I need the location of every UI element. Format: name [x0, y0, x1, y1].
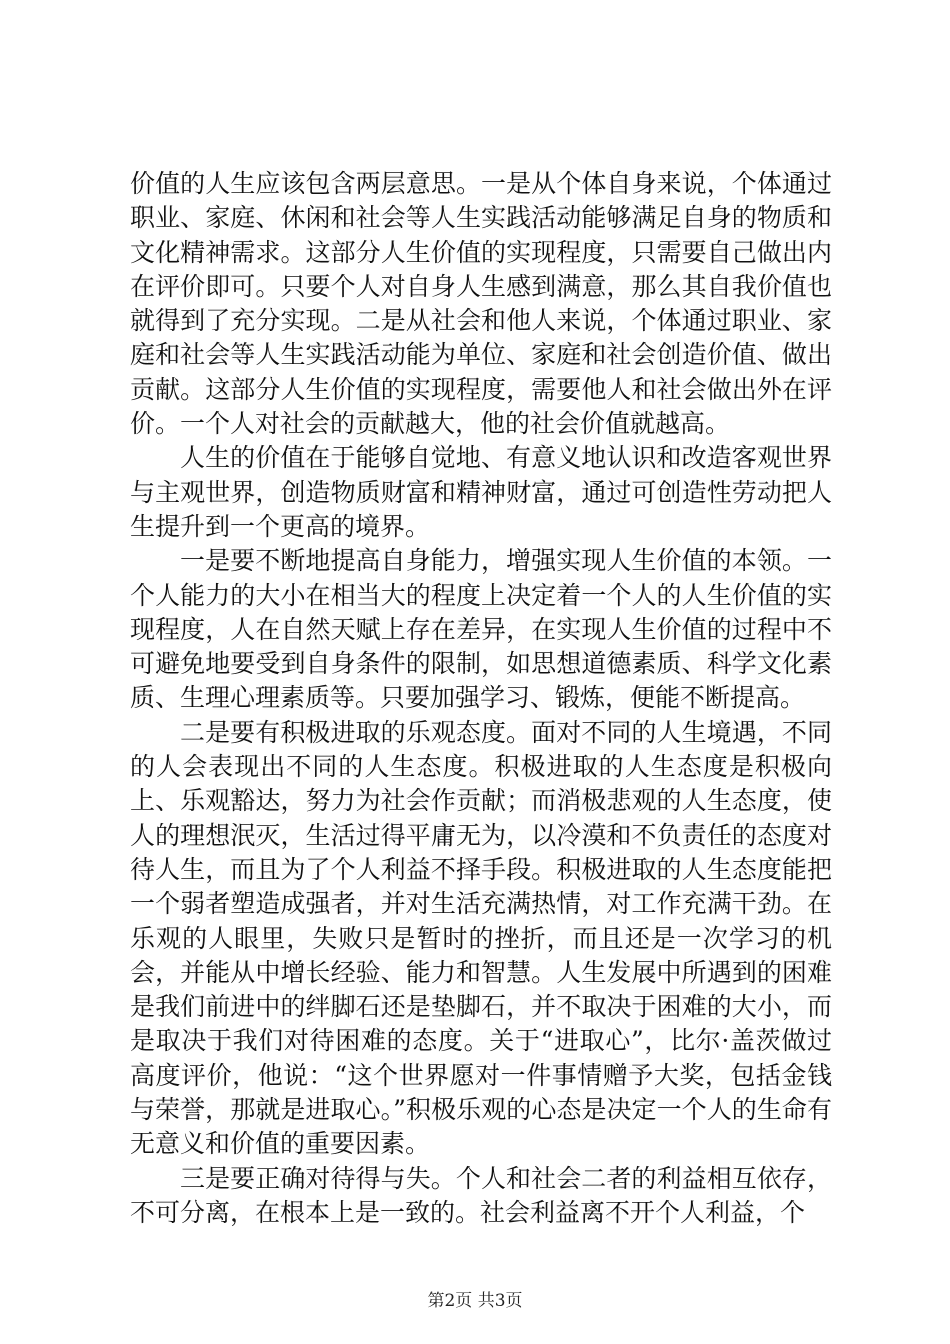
document-body	[130, 167, 832, 1230]
paragraph-5: 三是要正确对待得与失。个人和社会二者的利益相互依存，不可分离，在根本上是一致的。社会利益离不开个人利益，个	[130, 1163, 832, 1227]
page-number-label: 第2页 共3页	[427, 1291, 523, 1311]
page-footer	[0, 1286, 950, 1311]
paragraph-1: 价值的人生应该包含两层意思。一是从个体自身来说，个体通过职业、家庭、休闲和社会等人生实践活动能够满足自身的物质和文化精神需求。这部分人生价值的实现程度，只需要自己做出内在评价即可。只要个人对自身人生感到满意，那么其自我价值也就得到了充分实现。二是从社会和他人来说，个体通过职业、家庭和社会等人生实践活动能为单位、家庭和社会创造价值、做出贡献。这部分人生价值的实现程度，需要他人和社会做出外在评价。一个人对社会的贡献越大，他的社会价值就越高。	[130, 169, 832, 439]
paragraph-4: 二是要有积极进取的乐观态度。面对不同的人生境遇，不同的人会表现出不同的人生态度。积极进取的人生态度是积极向上、乐观豁达，努力为社会作贡献；而消极悲观的人生态度，使人的理想泯灭，生活过得平庸无为，以冷漠和不负责任的态度对待人生，而且为了个人利益不择手段。积极进取的人生态度能把一个弱者塑造成强者，并对生活充满热情，对工作充满干劲。在乐观的人眼里，失败只是暂时的挫折，而且还是一次学习的机会，并能从中增长经验、能力和智慧。人生发展中所遇到的困难是我们前进中的绊脚石还是垫脚石，并不取决于困难的大小，而是取决于我们对待困难的态度。关于“进取心”，比尔·盖茨做过高度评价，他说：“这个世界愿对一件事情赠予大奖，包括金钱与荣誉，那就是进取心。”积极乐观的心态是决定一个人的生命有无意义和价值的重要因素。	[130, 717, 832, 1159]
paragraph-3: 一是要不断地提高自身能力，增强实现人生价值的本领。一个人能力的大小在相当大的程度上决定着一个人的人生价值的实现程度，人在自然天赋上存在差异，在实现人生价值的过程中不可避免地要受到自身条件的限制，如思想道德素质、科学文化素质、生理心理素质等。只要加强学习、锻炼，便能不断提高。	[130, 546, 832, 713]
paragraph-2: 人生的价值在于能够自觉地、有意义地认识和改造客观世界与主观世界，创造物质财富和精神财富，通过可创造性劳动把人生提升到一个更高的境界。	[130, 443, 832, 541]
